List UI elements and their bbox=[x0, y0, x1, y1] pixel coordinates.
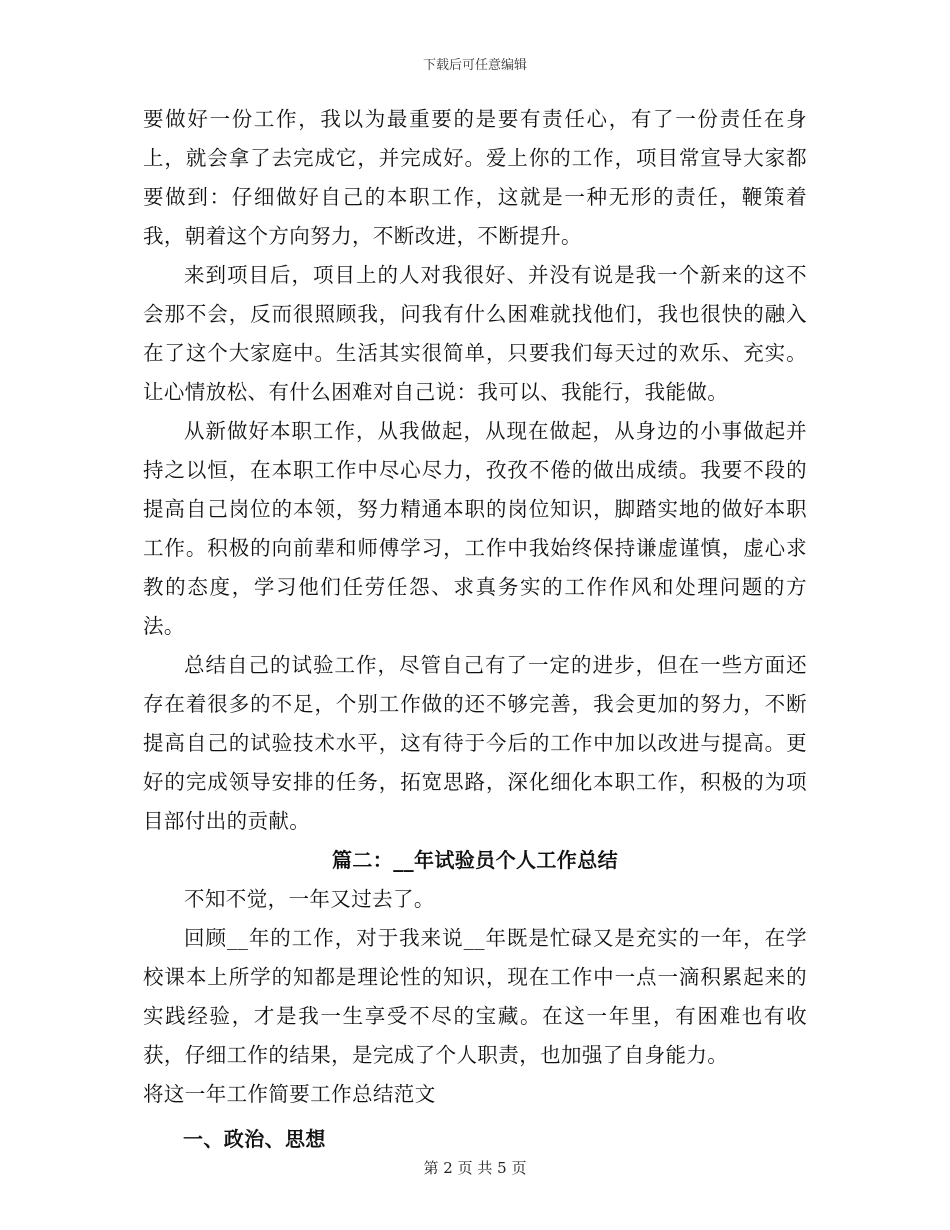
header-note: 下载后可任意编辑 bbox=[422, 58, 527, 73]
paragraph-1: 要做好一份工作，我以为最重要的是要有责任心，有了一份责任在身上，就会拿了去完成它，并完成好。爱上你的工作，项目常宣导大家都要做到：仔细做好自己的本职工作，这就是一种无形的责任，鞭策着我，朝着这个方向努力，不断改进，不断提升。 bbox=[143, 107, 807, 248]
paragraph-4: 总结自己的试验工作，尽管自己有了一定的进步，但在一些方面还存在着很多的不足，个别工作做的还不够完善，我会更加的努力，不断提高自己的试验技术水平，这有待于今后的工作中加以改进与提高。更好的完成领导安排的任务，拓宽思路，深化细化本职工作，积极的为项目部付出的贡献。 bbox=[143, 653, 807, 833]
paragraph-2: 来到项目后，项目上的人对我很好、并没有说是我一个新来的这不会那不会，反而很照顾我，问我有什么困难就找他们，我也很快的融入在了这个大家庭中。生活其实很简单，只要我们每天过的欢乐、充实。让心情放松、有什么困难对自己说：我可以、我能行，我能做。 bbox=[143, 263, 807, 404]
page-number: 第 2 页 共 5 页 bbox=[423, 1159, 527, 1177]
paragraph-3: 从新做好本职工作，从我做起，从现在做起，从身边的小事做起并持之以恒，在本职工作中尽心尽力，孜孜不倦的做出成绩。我要不段的提高自己岗位的本领，努力精通本职的岗位知识，脚踏实地的做好本职工作。积极的向前辈和师傅学习，工作中我始终保持谦虚谨慎，虚心求教的态度，学习他们任劳任怨、求真务实的工作作风和处理问题的方法。 bbox=[143, 419, 807, 638]
paragraph-6: 回顾__年的工作，对于我来说__年既是忙碌又是充实的一年，在学校课本上所学的知都是理论性的知识，现在工作中一点一滴积累起来的实践经验，才是我一生享受不尽的宝藏。在这一年里，有困难也有收获，仔细工作的结果，是完成了个人职责，也加强了自身能力。 bbox=[143, 926, 807, 1067]
sub-heading-politics: 一、政治、思想 bbox=[183, 1127, 326, 1151]
document-body bbox=[143, 100, 807, 1159]
section-title: 篇二：__年试验员个人工作总结 bbox=[332, 848, 618, 872]
paragraph-7: 将这一年工作简要工作总结范文 bbox=[143, 1082, 436, 1106]
paragraph-5: 不知不觉，一年又过去了。 bbox=[184, 887, 435, 911]
